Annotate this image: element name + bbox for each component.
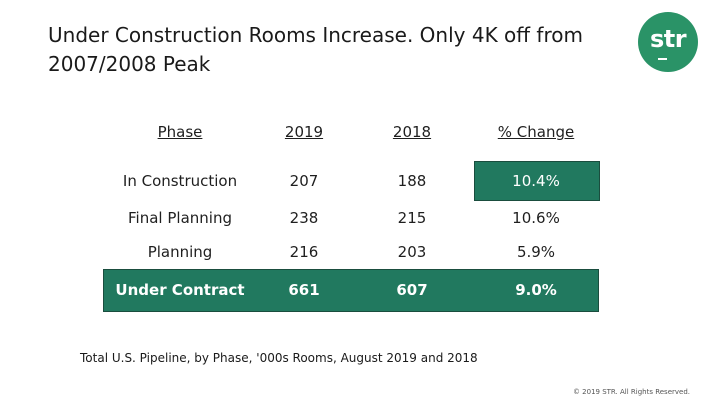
row-2018: 215 xyxy=(397,209,427,227)
row-2018: 203 xyxy=(397,243,427,261)
header-2019: 2019 xyxy=(284,123,324,141)
slide-title: Under Construction Rooms Increase. Only 4K off from 2007/2008 Peak xyxy=(48,23,583,76)
footnote: Total U.S. Pipeline, by Phase, '000s Rooms, August 2019 and 2018 xyxy=(80,351,478,365)
row-2019: 216 xyxy=(289,243,319,261)
row-2019: 238 xyxy=(289,209,319,227)
row-pct-change: 10.4% xyxy=(512,172,560,190)
row-phase: Planning xyxy=(147,243,213,261)
header-pct-change: % Change xyxy=(497,123,575,141)
row-pct-change: 5.9% xyxy=(516,243,556,261)
logo-text: str xyxy=(649,25,687,53)
header-2018: 2018 xyxy=(392,123,432,141)
row-2019: 207 xyxy=(289,172,319,190)
str-logo xyxy=(638,12,698,72)
logo-underline xyxy=(658,58,667,60)
row-2018: 607 xyxy=(396,281,428,299)
row-phase: Final Planning xyxy=(128,209,232,227)
row-2019: 661 xyxy=(288,281,320,299)
header-phase: Phase xyxy=(157,123,203,141)
row-pct-change: 10.6% xyxy=(512,209,560,227)
row-pct-change: 9.0% xyxy=(515,281,557,299)
copyright: © 2019 STR. All Rights Reserved. xyxy=(572,388,690,396)
row-2018: 188 xyxy=(397,172,427,190)
row-phase: Under Contract xyxy=(115,281,245,299)
row-phase: In Construction xyxy=(122,172,238,190)
